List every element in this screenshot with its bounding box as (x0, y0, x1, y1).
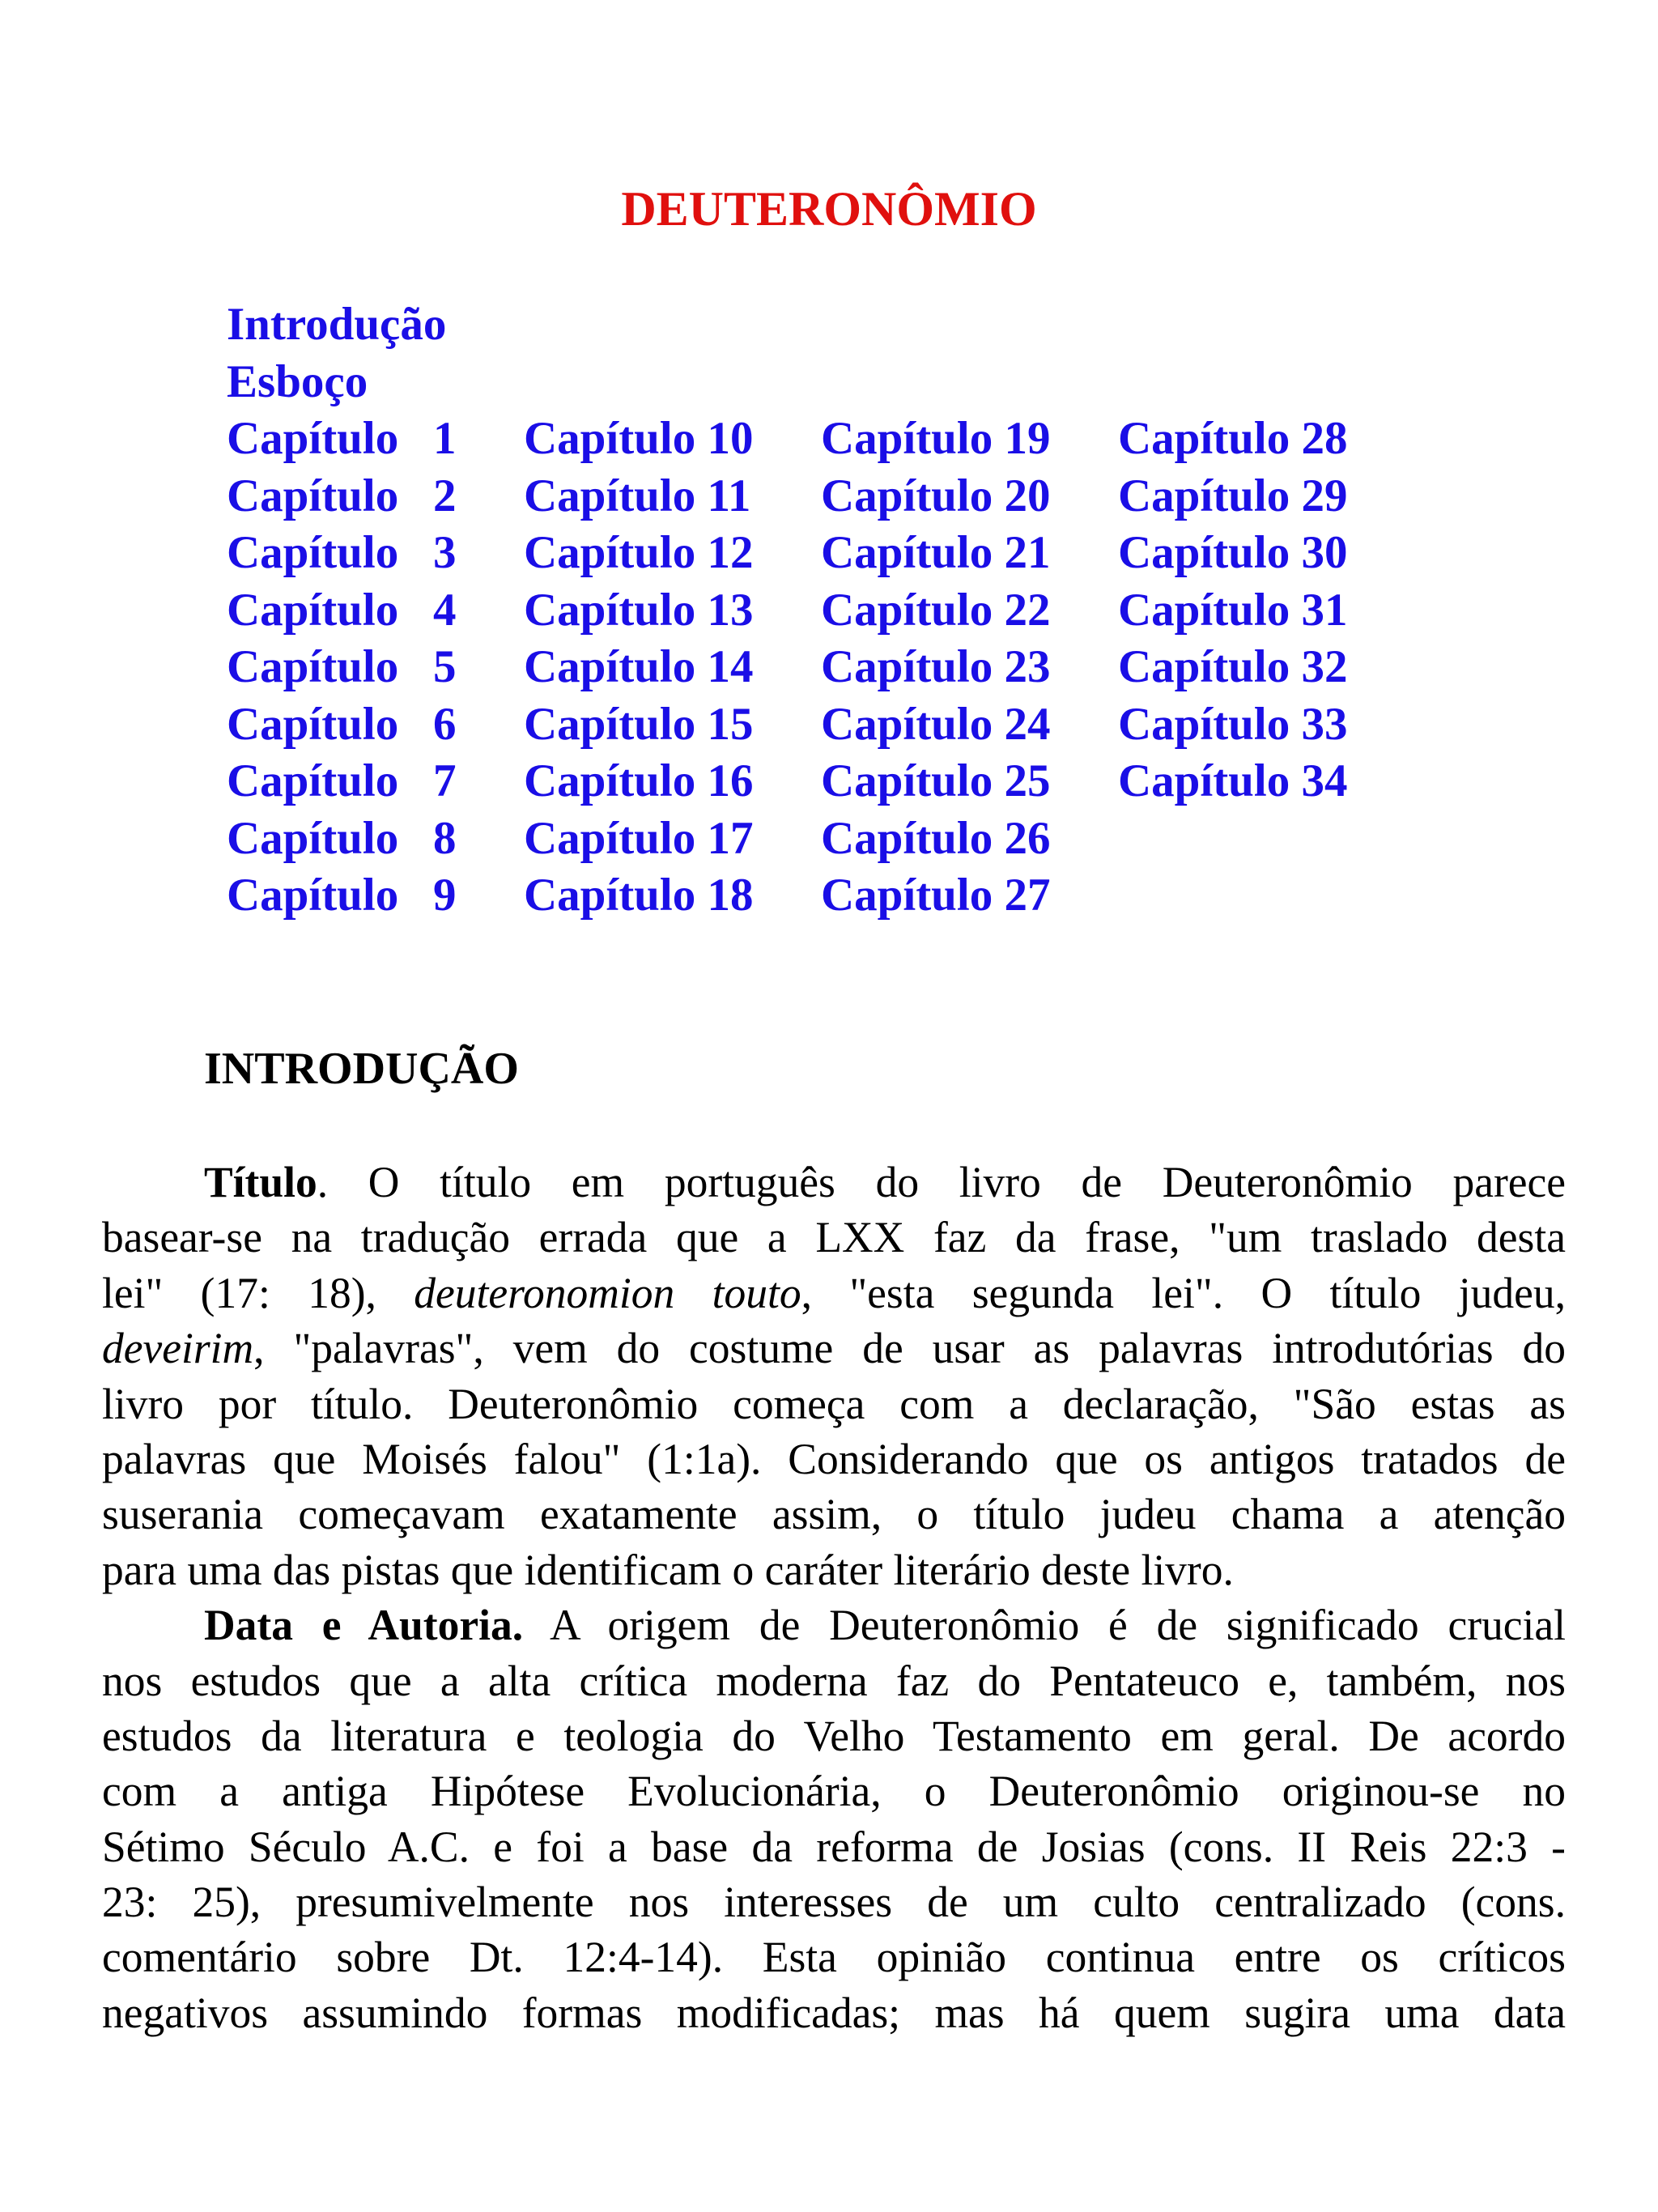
toc-link-capitulo-29[interactable]: Capítulo 29 (1118, 470, 1348, 521)
text-line: comentário sobre Dt. 12:4-14). Esta opinião continua entre os críticos (102, 1933, 1566, 1982)
table-of-contents (227, 296, 1415, 925)
toc-link-capitulo-15[interactable]: Capítulo 15 (524, 698, 754, 750)
toc-link-capitulo-11[interactable]: Capítulo 11 (524, 470, 751, 521)
chapter-column (1118, 410, 1415, 925)
toc-link-capitulo-22[interactable]: Capítulo 22 (821, 584, 1051, 636)
toc-link-capitulo-26[interactable]: Capítulo 26 (821, 812, 1051, 864)
toc-link-capitulo-24[interactable]: Capítulo 24 (821, 698, 1051, 750)
text-line: lei" (17: 18), deuteronomion touto, "esta segunda lei". O título judeu, (102, 1268, 1567, 1317)
text-line: para uma das pistas que identificam o caráter literário deste livro. (102, 1545, 1234, 1594)
text-line: nos estudos que a alta crítica moderna faz do Pentateuco e, também, nos (102, 1656, 1566, 1705)
text-line: Sétimo Século A.C. e foi a base da reforma de Josias (cons. II Reis 22:3 - (102, 1822, 1566, 1871)
toc-link-capitulo-10[interactable]: Capítulo 10 (524, 413, 754, 464)
toc-link-capitulo-21[interactable]: Capítulo 21 (821, 527, 1051, 578)
text-line: livro por título. Deuteronômio começa com a declaração, "São estas as (102, 1379, 1566, 1428)
toc-link-capitulo-3[interactable]: Capítulo 3 (227, 527, 457, 578)
italic-term: deveirim (102, 1324, 254, 1373)
text-line: 23: 25), presumivelmente nos interesses de um culto centralizado (cons. (102, 1878, 1566, 1927)
toc-link-capitulo-2[interactable]: Capítulo 2 (227, 470, 457, 521)
toc-link-capitulo-19[interactable]: Capítulo 19 (821, 413, 1051, 464)
toc-link-capitulo-17[interactable]: Capítulo 17 (524, 812, 754, 864)
text-line: deveirim, "palavras", vem do costume de usar as palavras introdutórias do (102, 1324, 1566, 1373)
chapter-column (227, 410, 524, 925)
page-title: DEUTERONÔMIO (621, 182, 1037, 236)
toc-link-capitulo-6[interactable]: Capítulo 6 (227, 698, 457, 750)
toc-link-esboco[interactable]: Esboço (227, 355, 368, 407)
chapter-column (821, 410, 1118, 925)
toc-link-introducao[interactable]: Introdução (227, 299, 447, 350)
paragraph-label: Título (204, 1158, 317, 1206)
toc-link-capitulo-25[interactable]: Capítulo 25 (821, 755, 1051, 806)
italic-term: deuteronomion touto (414, 1268, 801, 1317)
toc-link-capitulo-9[interactable]: Capítulo 9 (227, 870, 457, 921)
text-line: Data e Autoria. A origem de Deuteronômio é de significado crucial (204, 1601, 1567, 1650)
chapter-column (524, 410, 821, 925)
toc-link-capitulo-8[interactable]: Capítulo 8 (227, 812, 457, 864)
section-heading: INTRODUÇÃO (204, 1044, 519, 1094)
paragraph-label: Data e Autoria. (204, 1601, 524, 1650)
text-line: suserania começavam exatamente assim, o título judeu chama a atenção (102, 1490, 1566, 1539)
toc-link-capitulo-4[interactable]: Capítulo 4 (227, 584, 457, 636)
toc-link-capitulo-5[interactable]: Capítulo 5 (227, 641, 457, 692)
text-line: palavras que Moisés falou" (1:1a). Considerando que os antigos tratados de (102, 1434, 1566, 1483)
toc-link-capitulo-27[interactable]: Capítulo 27 (821, 870, 1051, 921)
toc-link-capitulo-33[interactable]: Capítulo 33 (1118, 698, 1348, 750)
toc-link-capitulo-20[interactable]: Capítulo 20 (821, 470, 1051, 521)
toc-link-capitulo-12[interactable]: Capítulo 12 (524, 527, 754, 578)
text-line: Título. O título em português do livro de Deuteronômio parece (204, 1158, 1566, 1206)
toc-link-capitulo-31[interactable]: Capítulo 31 (1118, 584, 1348, 636)
text-line: negativos assumindo formas modificadas; mas há quem sugira uma data (102, 1988, 1566, 2037)
body-text (102, 1155, 1566, 2040)
text-line: com a antiga Hipótese Evolucionária, o Deuteronômio originou-se no (102, 1767, 1566, 1816)
toc-link-capitulo-23[interactable]: Capítulo 23 (821, 641, 1051, 692)
toc-link-capitulo-34[interactable]: Capítulo 34 (1118, 755, 1348, 806)
toc-link-capitulo-1[interactable]: Capítulo 1 (227, 413, 457, 464)
toc-link-capitulo-18[interactable]: Capítulo 18 (524, 870, 754, 921)
text-line: estudos da literatura e teologia do Velho Testamento em geral. De acordo (102, 1711, 1566, 1760)
toc-link-capitulo-14[interactable]: Capítulo 14 (524, 641, 754, 692)
chapter-grid (227, 410, 1415, 925)
toc-link-capitulo-32[interactable]: Capítulo 32 (1118, 641, 1348, 692)
toc-link-capitulo-7[interactable]: Capítulo 7 (227, 755, 457, 806)
text-line: basear-se na tradução errada que a LXX faz da frase, "um traslado desta (102, 1213, 1566, 1262)
toc-link-capitulo-28[interactable]: Capítulo 28 (1118, 413, 1348, 464)
toc-link-capitulo-30[interactable]: Capítulo 30 (1118, 527, 1348, 578)
toc-link-capitulo-13[interactable]: Capítulo 13 (524, 584, 754, 636)
toc-link-capitulo-16[interactable]: Capítulo 16 (524, 755, 754, 806)
